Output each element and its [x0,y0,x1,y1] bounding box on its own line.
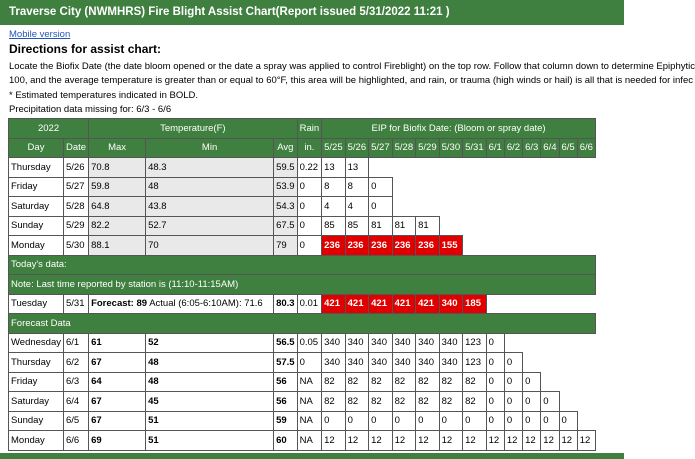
eip-value-cell: 0 [486,353,504,373]
eip-value-cell [559,177,577,197]
eip-value-cell [541,158,559,178]
eip-value-cell: 12 [345,431,369,451]
eip-value-cell [504,236,522,256]
table-row [9,372,596,392]
forecast-section [9,314,596,334]
today-section-label: Today's data: [9,255,596,275]
eip-value-cell: 8 [345,177,369,197]
eip-value-cell: 340 [345,353,369,373]
eip-value-cell [577,411,595,431]
eip-value-cell: 340 [369,333,393,353]
eip-value-cell: 0 [463,411,487,431]
day-cell: Friday [9,177,64,197]
eip-value-cell: 185 [463,294,487,314]
eip-value-cell: 82 [416,392,440,412]
eip-value-cell [577,353,595,373]
eip-value-cell: 12 [486,431,504,451]
max-temp-cell: 70.8 [89,158,146,178]
directions-line-1: Locate the Biofix Date (the date bloom opened or the date a spray was applied to control Fireblight) on the top row. Follow that column down to determine Epiphytic [9,61,695,72]
min-temp-cell: 45 [146,392,274,412]
biofix-date-header: 6/6 [577,138,595,158]
rain-cell: 0 [297,216,322,236]
temperature-header: Temperature(F) [89,119,298,139]
rain-header: Rain [297,119,322,139]
biofix-date-header: 5/26 [345,138,369,158]
eip-value-cell [504,158,522,178]
eip-value-cell: 82 [345,372,369,392]
date-cell: 5/30 [64,236,89,256]
eip-value-cell: 340 [392,353,416,373]
avg-temp-cell: 59 [274,411,298,431]
eip-value-cell [541,197,559,217]
eip-value-cell: 236 [369,236,393,256]
eip-value-cell [559,333,577,353]
date-cell: 5/28 [64,197,89,217]
day-cell: Thursday [9,158,64,178]
eip-value-cell [523,216,541,236]
eip-value-cell [559,197,577,217]
eip-value-cell [369,158,393,178]
eip-value-cell: 82 [322,392,346,412]
eip-value-cell: 82 [439,372,463,392]
avg-temp-cell: 80.3 [274,294,298,314]
eip-value-cell: 0 [345,411,369,431]
eip-value-cell [416,177,440,197]
eip-value-cell: 12 [369,431,393,451]
min-temp-cell: 70 [146,236,274,256]
eip-value-cell [392,158,416,178]
eip-value-cell [504,294,522,314]
max-temp-cell: 69 [89,431,146,451]
eip-value-cell: 0 [504,353,522,373]
eip-value-cell: 236 [345,236,369,256]
day-cell: Tuesday [9,294,64,314]
min-temp-cell: 52 [146,333,274,353]
biofix-date-header: 5/25 [322,138,346,158]
eip-value-cell: 12 [577,431,595,451]
eip-value-cell: 12 [392,431,416,451]
min-temp-cell: 48 [146,177,274,197]
rain-cell: 0 [297,236,322,256]
eip-value-cell: 82 [463,372,487,392]
eip-value-cell [392,197,416,217]
day-cell: Wednesday [9,333,64,353]
eip-value-cell: 81 [392,216,416,236]
eip-value-cell: 0 [392,411,416,431]
table-row [9,216,596,236]
eip-value-cell: 0 [541,411,559,431]
eip-value-cell: 4 [322,197,346,217]
avg-temp-cell: 57.5 [274,353,298,373]
estimated-note: * Estimated temperatures indicated in BOLD. [9,90,199,101]
date-cell: 5/31 [64,294,89,314]
eip-value-cell: 82 [439,392,463,412]
table-row [9,431,596,451]
biofix-date-header: 6/1 [486,138,504,158]
table-row [9,236,596,256]
header-row-top [9,119,596,139]
eip-value-cell [439,216,463,236]
eip-value-cell [486,197,504,217]
today-note [9,275,596,295]
eip-value-cell: 340 [439,294,463,314]
eip-header: EIP for Biofix Date: (Bloom or spray date) [322,119,596,139]
eip-value-cell: 4 [345,197,369,217]
eip-value-cell [577,333,595,353]
day-cell: Monday [9,431,64,451]
eip-value-cell [577,216,595,236]
eip-value-cell [416,197,440,217]
eip-value-cell [439,158,463,178]
rain-cell: 0.01 [297,294,322,314]
biofix-date-header: 5/30 [439,138,463,158]
eip-value-cell: 8 [322,177,346,197]
eip-value-cell [504,216,522,236]
date-cell: 6/1 [64,333,89,353]
eip-value-cell [559,353,577,373]
biofix-date-header: 6/3 [523,138,541,158]
eip-value-cell [463,236,487,256]
eip-value-cell: 340 [439,333,463,353]
max-temp-cell: 88.1 [89,236,146,256]
eip-value-cell [577,372,595,392]
day-cell: Monday [9,236,64,256]
avg-temp-cell: 56 [274,392,298,412]
avg-temp-cell: 59.5 [274,158,298,178]
eip-value-cell [541,294,559,314]
eip-value-cell [523,158,541,178]
footer-bar [0,453,624,459]
table-row [9,177,596,197]
biofix-date-header: 6/5 [559,138,577,158]
eip-value-cell [416,158,440,178]
eip-value-cell: 0 [322,411,346,431]
eip-value-cell: 0 [486,411,504,431]
eip-value-cell: 12 [559,431,577,451]
min-header: Min [146,138,274,158]
eip-value-cell: 340 [392,333,416,353]
avg-temp-cell: 60 [274,431,298,451]
eip-value-cell: 0 [369,177,393,197]
table-row [9,197,596,217]
avg-temp-cell: 56.5 [274,333,298,353]
day-cell: Sunday [9,411,64,431]
eip-value-cell [463,158,487,178]
eip-value-cell: 0 [523,372,541,392]
min-temp-cell: 52.7 [146,216,274,236]
eip-value-cell [541,372,559,392]
date-cell: 6/3 [64,372,89,392]
table-row [9,333,596,353]
directions-line-2: 100, and the average temperature is greater than or equal to 60°F, this area will be highlighted, and rain, or trauma (high winds or hail) is all that is needed for infec [9,75,693,86]
forecast-section-label: Forecast Data [9,314,596,334]
eip-value-cell: 82 [345,392,369,412]
eip-value-cell: 0 [559,411,577,431]
eip-value-cell: 0 [504,411,522,431]
eip-value-cell: 236 [416,236,440,256]
eip-value-cell [523,177,541,197]
rain-cell: 0 [297,197,322,217]
max-temp-cell: 64 [89,372,146,392]
eip-value-cell: 421 [392,294,416,314]
eip-value-cell: 236 [322,236,346,256]
eip-value-cell [463,216,487,236]
day-cell: Saturday [9,392,64,412]
table-row [9,411,596,431]
avg-temp-cell: 53.9 [274,177,298,197]
max-temp-cell: 67 [89,411,146,431]
eip-value-cell [523,236,541,256]
rain-cell: NA [297,411,322,431]
max-temp-cell: 67 [89,392,146,412]
eip-value-cell: 12 [541,431,559,451]
eip-value-cell [486,216,504,236]
eip-value-cell: 13 [322,158,346,178]
eip-value-cell [463,177,487,197]
day-cell: Thursday [9,353,64,373]
date-header: Date [64,138,89,158]
max-temp-cell: 82.2 [89,216,146,236]
eip-value-cell [486,236,504,256]
eip-value-cell [504,197,522,217]
eip-value-cell: 123 [463,333,487,353]
avg-temp-cell: 56 [274,372,298,392]
biofix-date-header: 5/29 [416,138,440,158]
rain-cell: NA [297,392,322,412]
max-temp-cell: 61 [89,333,146,353]
rain-cell: 0.05 [297,333,322,353]
rain-cell: 0.22 [297,158,322,178]
eip-value-cell: 82 [392,372,416,392]
eip-value-cell: 81 [416,216,440,236]
max-temp-cell: 64.8 [89,197,146,217]
date-cell: 5/26 [64,158,89,178]
day-cell: Friday [9,372,64,392]
eip-value-cell: 155 [439,236,463,256]
eip-value-cell: 82 [463,392,487,412]
eip-value-cell [559,294,577,314]
day-cell: Sunday [9,216,64,236]
max-header: Max [89,138,146,158]
precip-missing-note: Precipitation data missing for: 6/3 - 6/6 [9,104,172,115]
directions-heading: Directions for assist chart: [9,42,162,56]
eip-value-cell: 421 [416,294,440,314]
eip-value-cell: 12 [504,431,522,451]
table-row [9,158,596,178]
eip-value-cell [577,177,595,197]
biofix-date-header: 5/27 [369,138,393,158]
avg-temp-cell: 79 [274,236,298,256]
eip-value-cell: 340 [369,353,393,373]
date-cell: 6/4 [64,392,89,412]
eip-value-cell [439,177,463,197]
date-cell: 5/29 [64,216,89,236]
eip-table [8,118,596,451]
day-cell: Saturday [9,197,64,217]
eip-value-cell: 82 [369,372,393,392]
date-cell: 6/2 [64,353,89,373]
avg-temp-cell: 54.3 [274,197,298,217]
eip-value-cell: 82 [322,372,346,392]
biofix-date-header: 6/2 [504,138,522,158]
page-title-bar [0,0,624,25]
eip-value-cell: 340 [439,353,463,373]
avg-temp-cell: 67.5 [274,216,298,236]
eip-value-cell [523,353,541,373]
eip-value-cell [523,333,541,353]
eip-value-cell [541,177,559,197]
eip-value-cell: 81 [369,216,393,236]
forecast-max-label: Forecast: 89 [91,298,148,310]
eip-value-cell [541,216,559,236]
eip-value-cell [577,197,595,217]
eip-value-cell [577,294,595,314]
eip-value-cell: 340 [416,353,440,373]
eip-value-cell: 82 [416,372,440,392]
eip-value-cell [439,197,463,217]
header-row-sub [9,138,596,158]
min-temp-cell: 51 [146,411,274,431]
eip-value-cell [486,158,504,178]
eip-value-cell: 0 [486,333,504,353]
today-note-label: Note: Last time reported by station is (11:10-11:15AM) [9,275,596,295]
rain-cell: NA [297,431,322,451]
min-temp-cell: 43.8 [146,197,274,217]
eip-value-cell: 0 [541,392,559,412]
eip-value-cell: 340 [416,333,440,353]
eip-value-cell: 12 [322,431,346,451]
eip-value-cell: 12 [439,431,463,451]
eip-value-cell [559,236,577,256]
max-temp-cell: 67 [89,353,146,373]
eip-value-cell: 123 [463,353,487,373]
eip-value-cell: 0 [504,392,522,412]
eip-value-cell [392,177,416,197]
max-temp-cell: 59.8 [89,177,146,197]
eip-value-cell: 85 [345,216,369,236]
eip-value-cell: 0 [486,392,504,412]
eip-value-cell [504,333,522,353]
eip-value-cell: 13 [345,158,369,178]
eip-value-cell [577,158,595,178]
eip-value-cell [463,197,487,217]
eip-value-cell [504,177,522,197]
eip-value-cell: 0 [486,372,504,392]
page-title: Traverse City (NWMHRS) Fire Blight Assist Chart(Report issued 5/31/2022 11:21 ) [9,6,450,18]
eip-value-cell [559,392,577,412]
eip-value-cell [577,392,595,412]
table-row-today [9,294,596,314]
min-temp-cell: 48 [146,353,274,373]
eip-value-cell: 12 [463,431,487,451]
eip-value-cell [559,372,577,392]
year-header: 2022 [9,119,89,139]
eip-value-cell: 85 [322,216,346,236]
eip-value-cell: 340 [345,333,369,353]
biofix-date-header: 5/28 [392,138,416,158]
eip-value-cell: 0 [504,372,522,392]
eip-value-cell: 0 [369,411,393,431]
rain-cell: 0 [297,353,322,373]
eip-value-cell [541,333,559,353]
eip-value-cell: 236 [392,236,416,256]
eip-value-cell: 82 [392,392,416,412]
eip-value-cell [523,294,541,314]
eip-value-cell [486,294,504,314]
eip-value-cell: 0 [369,197,393,217]
eip-value-cell [559,216,577,236]
eip-value-cell: 82 [369,392,393,412]
eip-value-cell: 12 [523,431,541,451]
avg-header: Avg [274,138,298,158]
date-cell: 6/5 [64,411,89,431]
biofix-date-header: 5/31 [463,138,487,158]
eip-value-cell [523,197,541,217]
day-header: Day [9,138,64,158]
eip-value-cell: 0 [523,411,541,431]
mobile-version-link[interactable]: Mobile version [9,29,71,40]
eip-value-cell: 421 [345,294,369,314]
date-cell: 6/6 [64,431,89,451]
table-row [9,392,596,412]
eip-value-cell [577,236,595,256]
min-temp-cell: 51 [146,431,274,451]
eip-value-cell: 12 [416,431,440,451]
eip-value-cell: 421 [322,294,346,314]
eip-value-cell [559,158,577,178]
table-row [9,353,596,373]
min-temp-cell: 48.3 [146,158,274,178]
eip-value-cell: 0 [523,392,541,412]
eip-value-cell: 340 [322,333,346,353]
eip-value-cell: 0 [439,411,463,431]
date-cell: 5/27 [64,177,89,197]
eip-value-cell [541,353,559,373]
rain-in-header: in. [297,138,322,158]
today-temperature-cell [89,294,274,314]
eip-value-cell: 340 [322,353,346,373]
eip-value-cell [541,236,559,256]
biofix-date-header: 6/4 [541,138,559,158]
today-section [9,255,596,275]
actual-min-label: Actual (6:05-6:10AM): 71.6 [149,298,263,310]
rain-cell: 0 [297,177,322,197]
rain-cell: NA [297,372,322,392]
eip-value-cell: 0 [416,411,440,431]
eip-value-cell [486,177,504,197]
min-temp-cell: 48 [146,372,274,392]
eip-value-cell: 421 [369,294,393,314]
